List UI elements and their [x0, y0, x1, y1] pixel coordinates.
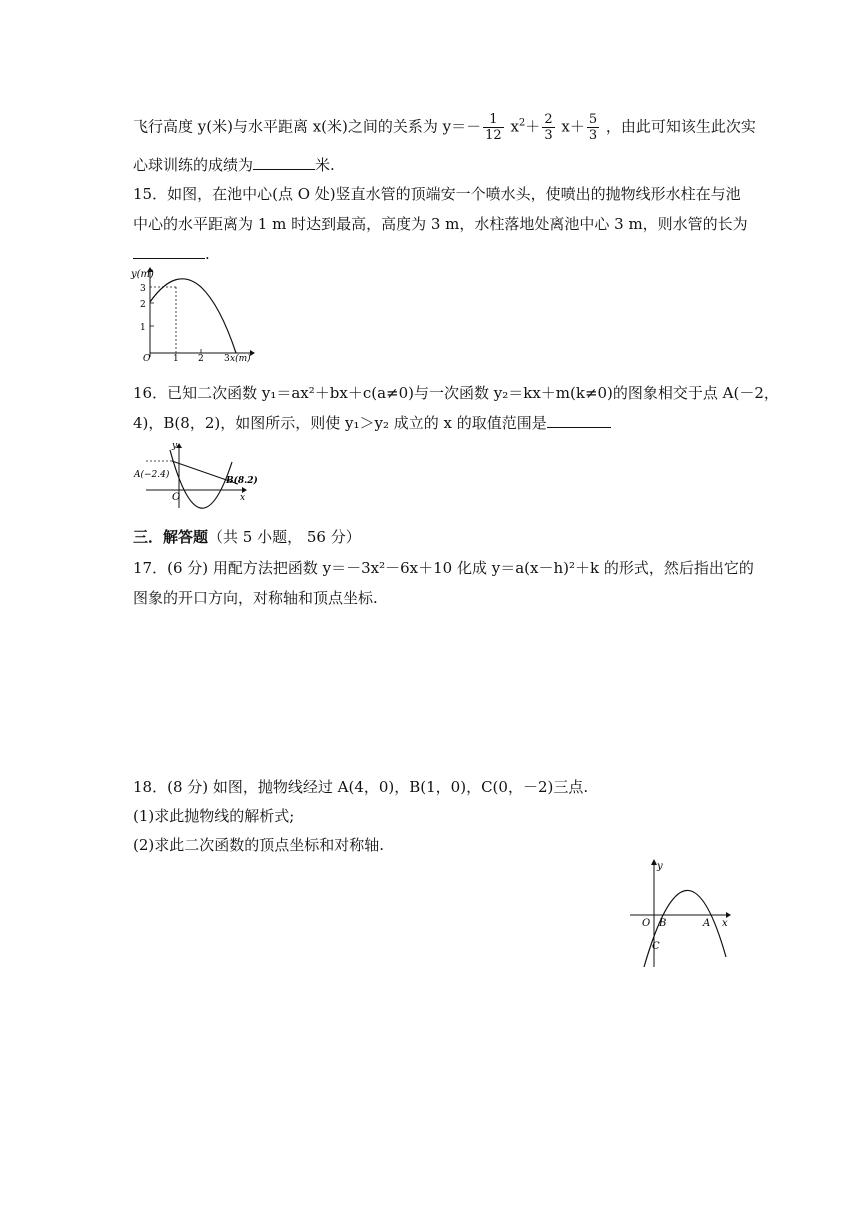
q15-line-2: 中心的水平距离为 1 m 时达到最高，高度为 3 m，水柱落地处离池中心 3 m，则水管的长为 — [133, 215, 748, 233]
point-b-label: B — [659, 918, 667, 929]
q16-graph — [130, 440, 258, 512]
q15-line-3: . — [133, 244, 210, 264]
y-tick-label: 1 — [140, 323, 146, 333]
point-a-label: A — [703, 918, 711, 929]
q16-line-1: 16．已知二次函数 y₁＝ax²＋bx＋c(a≠0)与一次函数 y₂＝kx＋m(k≠0)的图象相交于点 A(－2， — [133, 384, 779, 402]
parabola-curve — [150, 279, 236, 353]
intro-line-2: 心球训练的成绩为 米. — [133, 156, 335, 174]
point-b-label: B(8.2) — [226, 476, 258, 486]
y-axis-label: y(m) — [131, 269, 154, 280]
answer-blank[interactable] — [253, 155, 315, 170]
q17-line-2: 图象的开口方向，对称轴和顶点坐标. — [133, 589, 378, 607]
x-axis-arrow-icon — [250, 350, 255, 356]
fraction-2-3: $\frac{2}{3}$ — [544, 112, 553, 143]
intro-line-1: 飞行高度 y(米)与水平距离 x(米)之间的关系为 y＝－ $\frac{1}{12}$ $x^2+$ $\frac{2}{3}$ x＋ $\frac{5}{3}$ ，由此可知该生此次实 — [133, 112, 756, 143]
answer-blank[interactable] — [547, 413, 611, 428]
answer-blank[interactable] — [133, 244, 205, 259]
origin-label: O — [172, 492, 181, 503]
y-tick-label: 2 — [140, 300, 146, 310]
q17-line-1: 17．(6 分) 用配方法把函数 y＝－3x²－6x＋10 化成 y＝a(x－h)²＋k 的形式，然后指出它的 — [133, 559, 754, 577]
x-tick-label: 2 — [198, 354, 204, 364]
q16-line-2: 4)，B(8，2)，如图所示，则使 y₁＞y₂ 成立的 x 的取值范围是 — [133, 413, 611, 433]
x-tick-label: 1 — [173, 354, 179, 364]
intro-text: 飞行高度 y(米)与水平距离 x(米)之间的关系为 y＝－ — [133, 117, 482, 136]
fraction-5-3: $\frac{5}{3}$ — [588, 112, 598, 143]
y-axis-label: y — [657, 861, 663, 872]
x-axis-label: x — [240, 493, 246, 503]
q15-graph — [128, 265, 258, 363]
q18-line-2: (1)求此抛物线的解析式; — [133, 807, 295, 825]
section-title: 三．解答题 — [133, 528, 209, 546]
q18-line-3: (2)求此二次函数的顶点坐标和对称轴. — [133, 836, 385, 854]
y-axis-label: y — [172, 441, 178, 451]
point-a-label: A(−2.4) — [134, 470, 170, 480]
q18-graph — [628, 855, 734, 973]
section-note: （共 5 小题， 56 分） — [208, 528, 361, 546]
fraction-1-12: $\frac{1}{12}$ — [485, 112, 502, 143]
x-axis-label: x(m) — [230, 354, 251, 364]
q18-line-1: 18．(8 分) 如图，抛物线经过 A(4，0)，B(1，0)，C(0，－2)三点. — [133, 778, 589, 796]
q15-line-1: 15．如图，在池中心(点 O 处)竖直水管的顶端安一个喷水头，使喷出的抛物线形水柱在与池 — [133, 185, 741, 203]
y-tick-label: 3 — [140, 284, 146, 294]
section-3-heading — [133, 527, 361, 547]
origin-label: O — [143, 354, 151, 364]
origin-label: O — [642, 918, 651, 929]
parabola-curve — [644, 890, 726, 967]
x-axis-label: x — [722, 918, 728, 929]
point-c-label: C — [652, 941, 660, 952]
x-tick-label: 3 — [224, 354, 230, 364]
